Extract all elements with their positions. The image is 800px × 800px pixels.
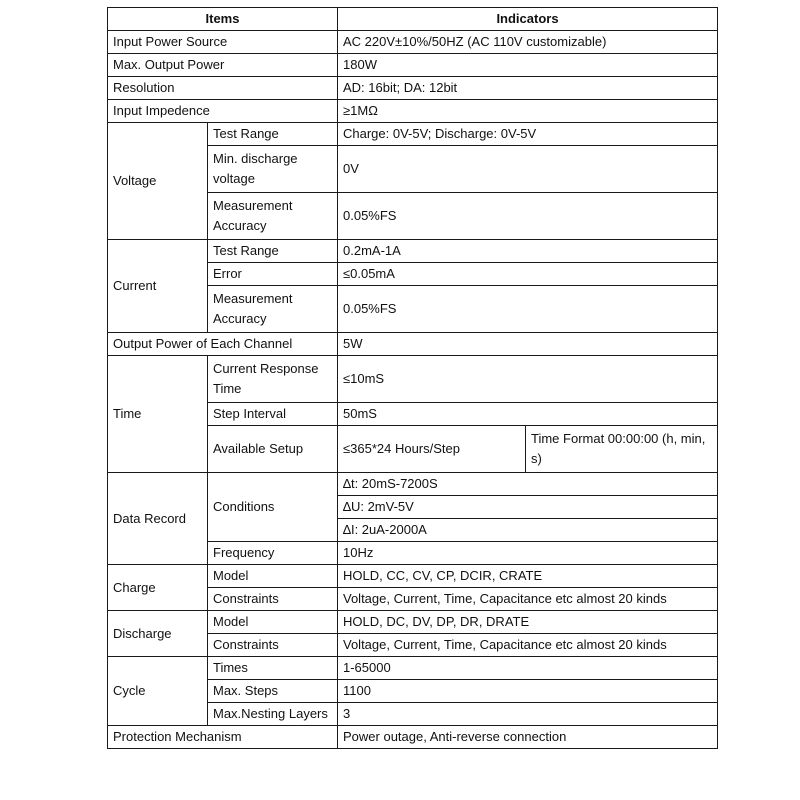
sub-item-label: Constraints <box>208 588 338 611</box>
indicator-value: 1100 <box>338 680 718 703</box>
item-label: Resolution <box>108 77 338 100</box>
group-label-charge: Charge <box>108 565 208 611</box>
sub-item-label: Conditions <box>208 473 338 542</box>
group-label-time: Time <box>108 356 208 473</box>
indicator-value: ≤365*24 Hours/Step <box>338 426 526 473</box>
sub-item-label: Times <box>208 657 338 680</box>
sub-item-label: Model <box>208 565 338 588</box>
indicator-value: 1-65000 <box>338 657 718 680</box>
table-row <box>108 726 718 749</box>
item-label: Input Power Source <box>108 31 338 54</box>
indicator-value: Voltage, Current, Time, Capacitance etc almost 20 kinds <box>338 588 718 611</box>
table-row <box>108 240 718 263</box>
item-label: Protection Mechanism <box>108 726 338 749</box>
indicator-value: 0.05%FS <box>338 193 718 240</box>
sub-item-label: Max. Steps <box>208 680 338 703</box>
header-row <box>108 8 718 31</box>
indicator-value: Power outage, Anti-reverse connection <box>338 726 718 749</box>
group-label-discharge: Discharge <box>108 611 208 657</box>
indicator-value: AC 220V±10%/50HZ (AC 110V customizable) <box>338 31 718 54</box>
indicator-value: 10Hz <box>338 542 718 565</box>
indicator-value: ≥1MΩ <box>338 100 718 123</box>
group-label-data-record: Data Record <box>108 473 208 565</box>
table-row <box>108 657 718 680</box>
sub-item-label: Constraints <box>208 634 338 657</box>
indicator-value: Charge: 0V-5V; Discharge: 0V-5V <box>338 123 718 146</box>
table-row <box>108 473 718 496</box>
sub-item-label: Measurement Accuracy <box>208 286 338 333</box>
specification-table <box>107 7 718 749</box>
condition-value: ∆I: 2uA-2000A <box>338 519 718 542</box>
sub-item-label: Measurement Accuracy <box>208 193 338 240</box>
sub-item-label: Error <box>208 263 338 286</box>
sub-item-label: Max.Nesting Layers <box>208 703 338 726</box>
indicator-value: 50mS <box>338 403 718 426</box>
item-label: Output Power of Each Channel <box>108 333 338 356</box>
group-label-current: Current <box>108 240 208 333</box>
table-row <box>108 54 718 77</box>
item-label: Input Impedence <box>108 100 338 123</box>
table-row <box>108 356 718 403</box>
indicator-value: Voltage, Current, Time, Capacitance etc almost 20 kinds <box>338 634 718 657</box>
sub-item-label: Frequency <box>208 542 338 565</box>
group-label-voltage: Voltage <box>108 123 208 240</box>
sub-item-label: Model <box>208 611 338 634</box>
table-row <box>108 123 718 146</box>
indicator-value: HOLD, DC, DV, DP, DR, DRATE <box>338 611 718 634</box>
indicator-value: 0V <box>338 146 718 193</box>
sub-item-label: Current Response Time <box>208 356 338 403</box>
sub-item-label: Test Range <box>208 123 338 146</box>
condition-value: ∆t: 20mS-7200S <box>338 473 718 496</box>
header-items: Items <box>108 8 338 31</box>
indicator-value: ≤10mS <box>338 356 718 403</box>
indicator-value: 0.05%FS <box>338 286 718 333</box>
table-row <box>108 100 718 123</box>
item-label: Max. Output Power <box>108 54 338 77</box>
group-label-cycle: Cycle <box>108 657 208 726</box>
header-indicators: Indicators <box>338 8 718 31</box>
sub-item-label: Min. discharge voltage <box>208 146 338 193</box>
table-row <box>108 77 718 100</box>
indicator-value: 180W <box>338 54 718 77</box>
table-row <box>108 31 718 54</box>
sub-item-label: Available Setup <box>208 426 338 473</box>
indicator-value: 0.2mA-1A <box>338 240 718 263</box>
table-row <box>108 565 718 588</box>
indicator-value: 3 <box>338 703 718 726</box>
indicator-value: 5W <box>338 333 718 356</box>
table-row <box>108 611 718 634</box>
condition-value: ∆U: 2mV-5V <box>338 496 718 519</box>
indicator-value: AD: 16bit; DA: 12bit <box>338 77 718 100</box>
table-row <box>108 333 718 356</box>
sub-item-label: Step Interval <box>208 403 338 426</box>
sub-item-label: Test Range <box>208 240 338 263</box>
time-format-value: Time Format 00:00:00 (h, min, s) <box>526 426 718 473</box>
indicator-value: ≤0.05mA <box>338 263 718 286</box>
indicator-value: HOLD, CC, CV, CP, DCIR, CRATE <box>338 565 718 588</box>
